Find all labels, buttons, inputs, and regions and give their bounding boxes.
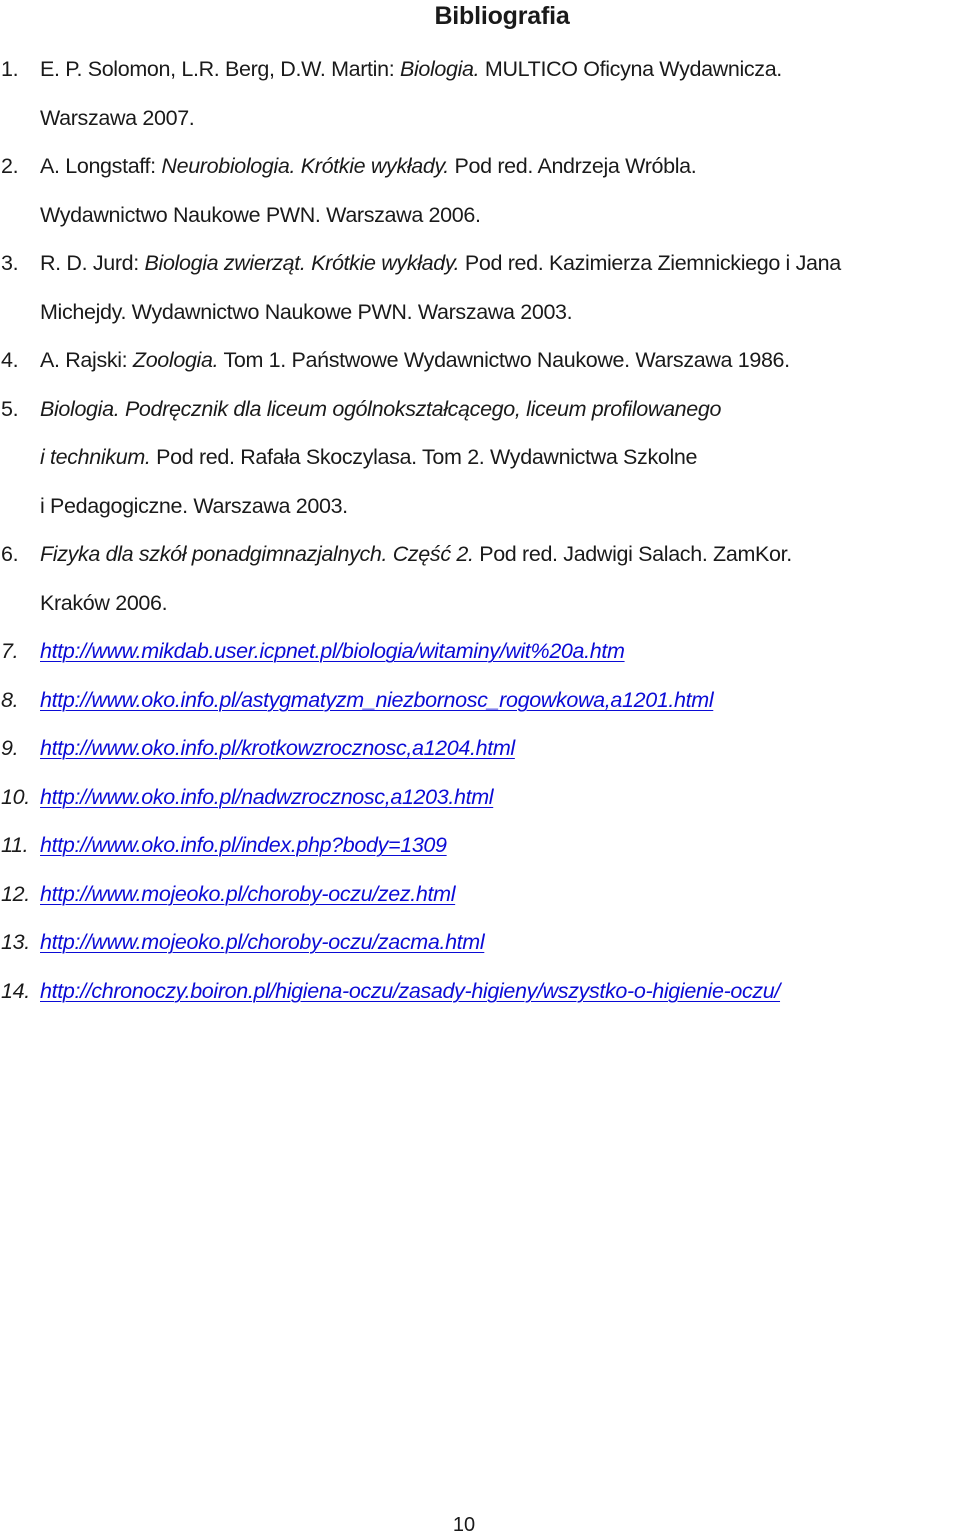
reference-link[interactable]: http://chronoczy.boiron.pl/higiena-oczu/zasady-higieny/wszystko-o-higienie-oczu/ (40, 978, 781, 1003)
entry-number: 10. (1, 784, 30, 809)
reference-link[interactable]: http://www.oko.info.pl/krotkowzrocznosc,a1204.html (40, 736, 515, 760)
entry-line: Michejdy. Wydawnictwo Naukowe PWN. Warszawa 2003. (40, 299, 573, 324)
entry-number: 5. (1, 396, 19, 421)
entry-line (40, 530, 960, 579)
entry-line: i Pedagogiczne. Warszawa 2003. (40, 493, 348, 518)
entry-number: 13. (1, 930, 30, 954)
entry-publisher: Pod red. Rafała Skoczylasa. Tom 2. Wydawnictwa Szkolne (150, 445, 698, 469)
reference-link[interactable]: http://www.mojeoko.pl/choroby-oczu/zacma.html (40, 930, 485, 954)
entry-number: 1. (1, 57, 19, 81)
bibliography-entry-5 (0, 385, 960, 531)
entry-author: A. Longstaff: (40, 154, 162, 178)
entry-line: Warszawa 2007. (40, 105, 195, 130)
entry-number: 4. (1, 348, 19, 372)
entry-title: Biologia zwierząt. Krótkie wykłady. (144, 251, 460, 275)
bibliography-list (0, 45, 960, 1015)
entry-number: 9. (1, 736, 19, 760)
bibliography-link-13 (0, 918, 960, 967)
entry-number: 12. (1, 881, 30, 906)
entry-title: Biologia. (399, 57, 480, 81)
entry-title: i technikum. (40, 445, 151, 469)
entry-line: Kraków 2006. (40, 590, 168, 615)
entry-author: R. D. Jurd: (40, 251, 145, 275)
entry-number: 2. (1, 154, 19, 178)
bibliography-link-8 (0, 676, 960, 725)
bibliography-link-12 (0, 870, 960, 919)
entry-number: 6. (1, 542, 19, 566)
entry-publisher: MULTICO Oficyna Wydawnicza. (479, 57, 782, 81)
bibliography-entry-1 (0, 45, 960, 142)
entry-number: 7. (1, 639, 19, 663)
entry-line (40, 45, 960, 94)
entry-title: Neurobiologia. Krótkie wykłady. (161, 154, 449, 178)
entry-title: Biologia. Podręcznik dla liceum ogólnokształcącego, liceum profilowanego (40, 396, 722, 421)
entry-line (40, 142, 960, 191)
entry-publisher: Pod red. Andrzeja Wróbla. (448, 154, 697, 178)
entry-title: Fizyka dla szkół ponadgimnazjalnych. Część 2. (40, 542, 474, 566)
entry-number: 8. (1, 687, 19, 712)
reference-link[interactable]: http://www.mojeoko.pl/choroby-oczu/zez.html (40, 881, 456, 906)
entry-title: Zoologia. (132, 348, 219, 372)
entry-line (40, 385, 960, 434)
entry-line (40, 336, 960, 385)
page-title: Bibliografia (434, 2, 570, 30)
bibliography-link-7 (0, 627, 960, 676)
reference-link[interactable]: http://www.mikdab.user.icpnet.pl/biologia/witaminy/wit%20a.htm (40, 639, 625, 663)
bibliography-entry-4 (0, 336, 960, 385)
bibliography-link-9 (0, 724, 960, 773)
bibliography-link-11 (0, 821, 960, 870)
page-number: 10 (452, 1514, 476, 1536)
bibliography-link-14 (0, 967, 960, 1016)
bibliography-entry-2 (0, 142, 960, 239)
entry-line (40, 239, 960, 288)
entry-line: Wydawnictwo Naukowe PWN. Warszawa 2006. (40, 202, 481, 227)
entry-number: 11. (1, 833, 29, 857)
bibliography-entry-3 (0, 239, 960, 336)
entry-publisher: Tom 1. Państwowe Wydawnictwo Naukowe. Warszawa 1986. (218, 348, 790, 372)
entry-number: 3. (1, 251, 19, 275)
entry-number: 14. (1, 978, 30, 1003)
entry-publisher: Pod red. Kazimierza Ziemnickiego i Jana (459, 251, 841, 275)
bibliography-link-10 (0, 773, 960, 822)
reference-link[interactable]: http://www.oko.info.pl/nadwzrocznosc,a1203.html (40, 784, 494, 809)
reference-link[interactable]: http://www.oko.info.pl/astygmatyzm_niezbornosc_rogowkowa,a1201.html (40, 687, 714, 712)
entry-publisher: Pod red. Jadwigi Salach. ZamKor. (473, 542, 792, 566)
entry-line (40, 433, 960, 482)
reference-link[interactable]: http://www.oko.info.pl/index.php?body=1309 (40, 833, 447, 857)
entry-author: E. P. Solomon, L.R. Berg, D.W. Martin: (40, 57, 400, 81)
bibliography-entry-6 (0, 530, 960, 627)
entry-author: A. Rajski: (40, 348, 133, 372)
